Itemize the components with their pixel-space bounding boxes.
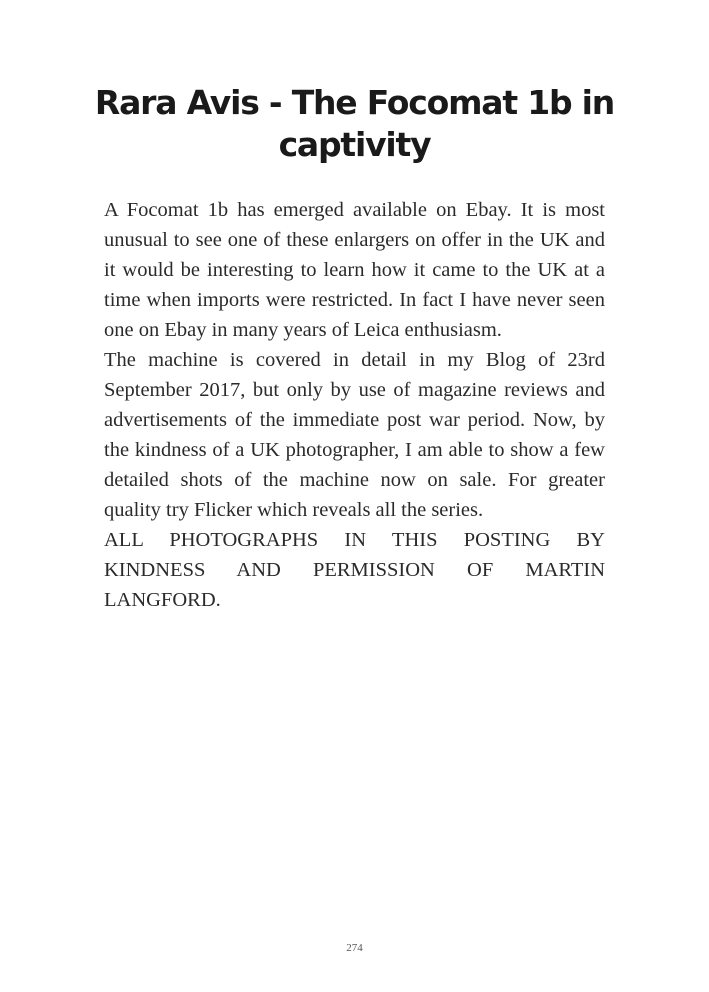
paragraph-intro: A Focomat 1b has emerged available on Ebay. It is most unusual to see one of these enlargers on offer in the UK and it would be interesting to learn how it came to the UK at a time when imports were restricted. In fact I have never seen one on Ebay in many years of Leica enthusiasm. bbox=[104, 199, 605, 341]
paragraph-photo-credit: ALL PHOTOGRAPHS IN THIS POSTING BY KINDNESS AND PERMISSION OF MARTIN LANGFORD. bbox=[104, 529, 605, 611]
page-title: Rara Avis - The Focomat 1b in captivity bbox=[94, 83, 615, 164]
article-body bbox=[104, 195, 605, 615]
page-number: 274 bbox=[346, 942, 363, 954]
paragraph-blog-reference: The machine is covered in detail in my Blog of 23rd September 2017, but only by use of magazine reviews and advertisements of the immediate post war period. Now, by the kindness of a UK photographer, I am able to show a few detailed shots of the machine now on sale. For greater quality try Flicker which reveals all the series. bbox=[104, 349, 605, 521]
